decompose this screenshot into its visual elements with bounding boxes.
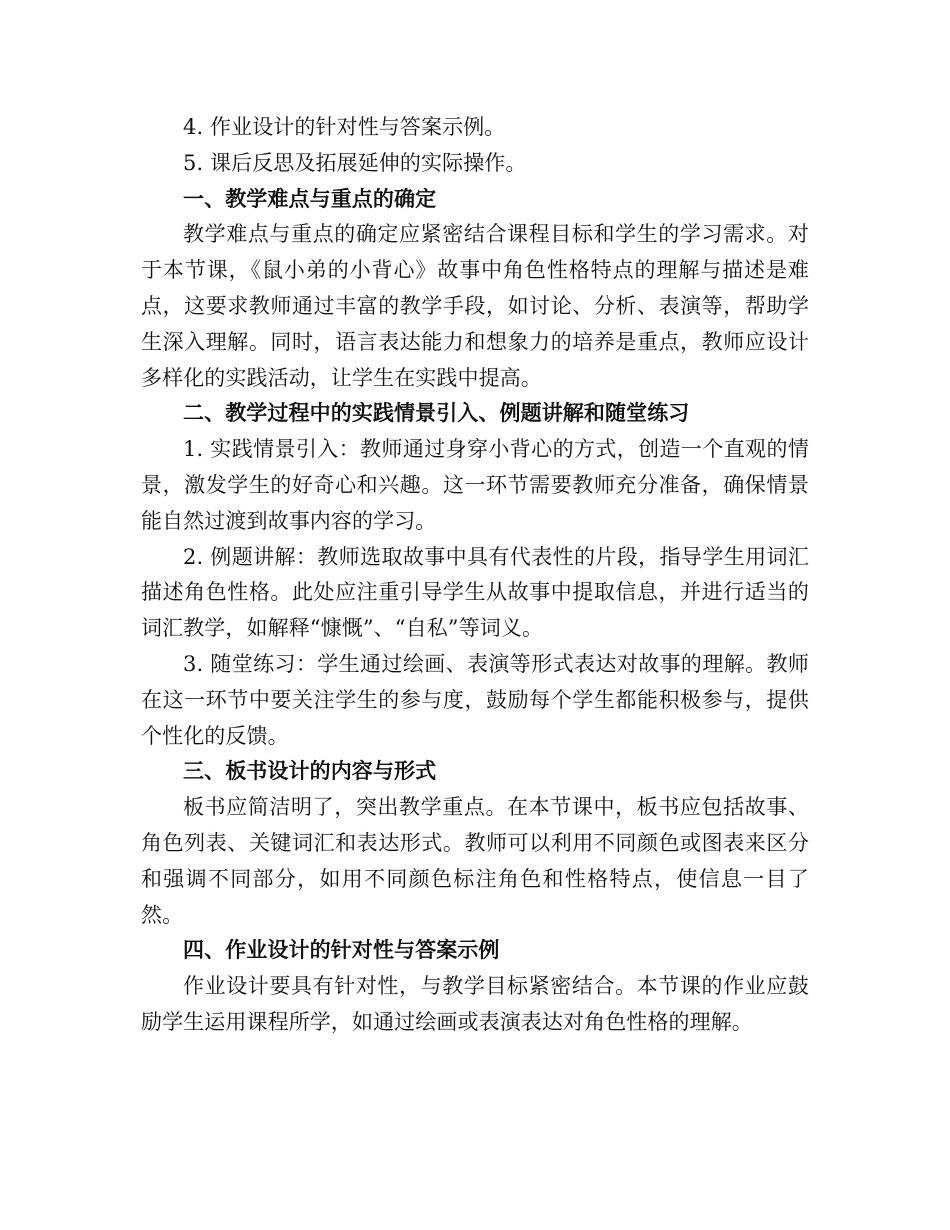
intro-item-4: 4. 作业设计的针对性与答案示例。 <box>183 115 506 139</box>
section-2-item-1: 1. 实践情景引入：教师通过身穿小背心的方式，创造一个直观的情景，激发学生的好奇心和兴趣。这一环节需要教师充分准备，确保情景能自然过渡到故事内容的学习。 <box>141 437 809 533</box>
section-3-paragraph: 板书应简洁明了，突出教学重点。在本节课中，板书应包括故事、角色列表、关键词汇和表达形式。教师可以利用不同颜色或图表来区分和强调不同部分，如用不同颜色标注角色和性格特点，使信息一目了然。 <box>141 795 809 927</box>
section-2-heading: 二、教学过程中的实践情景引入、例题讲解和随堂练习 <box>183 401 690 426</box>
section-4-paragraph: 作业设计要具有针对性，与教学目标紧密结合。本节课的作业应鼓励学生运用课程所学，如通过绘画或表演表达对角色性格的理解。 <box>141 974 809 1034</box>
section-4-heading: 四、作业设计的针对性与答案示例 <box>183 938 500 963</box>
document-body <box>141 110 809 1041</box>
section-1-paragraph: 教学难点与重点的确定应紧密结合课程目标和学生的学习需求。对于本节课，《鼠小弟的小背心》故事中角色性格特点的理解与描述是难点，这要求教师通过丰富的教学手段，如讨论、分析、表演等，帮助学生深入理解。同时，语言表达能力和想象力的培养是重点，教师应设计多样化的实践活动，让学生在实践中提高。 <box>141 222 809 390</box>
section-1-heading: 一、教学难点与重点的确定 <box>183 186 437 211</box>
section-2-item-2: 2. 例题讲解：教师选取故事中具有代表性的片段，指导学生用词汇描述角色性格。此处应注重引导学生从故事中提取信息，并进行适当的词汇教学，如解释“慷慨”、“自私”等词义。 <box>141 544 809 641</box>
section-2-item-3: 3. 随堂练习：学生通过绘画、表演等形式表达对故事的理解。教师在这一环节中要关注学生的参与度，鼓励每个学生都能积极参与，提供个性化的反馈。 <box>141 651 809 748</box>
intro-item-5: 5. 课后反思及拓展延伸的实际操作。 <box>183 150 527 175</box>
section-3-heading: 三、板书设计的内容与形式 <box>183 759 437 784</box>
